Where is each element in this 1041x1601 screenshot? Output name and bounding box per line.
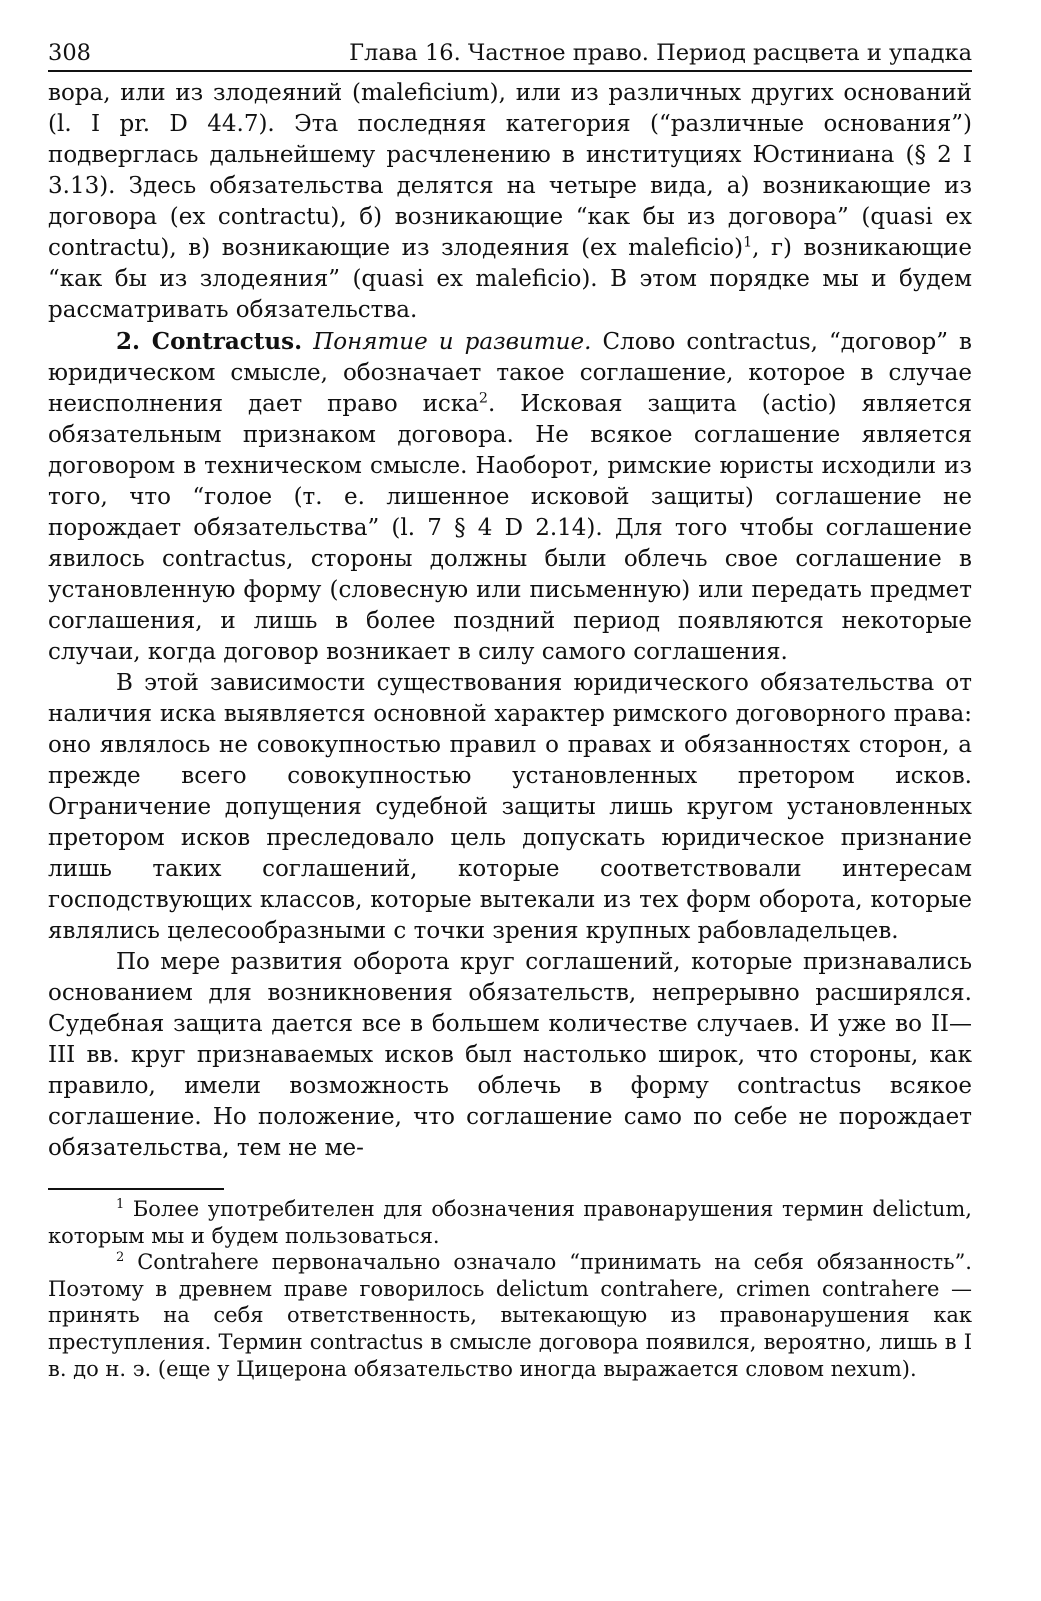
footnote-1-marker: 1 [116,1197,125,1212]
footnote-divider [48,1188,224,1190]
paragraph-3: В этой зависимости существования юридического обязательства от наличия иска выявляется основной характер римского договорного права: оно являлось не совокупностью правил о правах и обязанностях сторон, а прежде всего совокупностью установленных претором исков. Ограничение допущения судебной защиты лишь кругом установленных претором исков преследовало цель допускать юридическое признание лишь таких соглашений, которые соответствовали интересам господствующих классов, которые вытекали из тех форм оборота, которые являлись целесообразными с точки зрения крупных рабовладельцев. [48,670,972,944]
paragraph-4: По мере развития оборота круг соглашений, которые признавались основанием для возникновения обязательств, непрерывно расширялся. Судебная защита дается все в большем количестве случаев. И уже во II—III вв. круг признаваемых исков был настолько широк, что стороны, как правило, имели возможность облечь в форму contractus всякое соглашение. Но положение, что соглашение само по себе не порождает обязательства, тем не ме- [48,949,972,1161]
paragraph-2-tail: . Исковая защита (actio) является обязательным признаком договора. Не всякое соглашение является договором в техническом смысле. Наоборот, римские юристы исходили из того, что “голое (т. е. лишенное исковой защиты) соглашение не порождает обязательства” (l. 7 § 4 D 2.14). Для того чтобы соглашение явилось contractus, стороны должны были облечь свое соглашение в установленную форму (словесную или письменную) или передать предмет соглашения, и лишь в более поздний период появляются некоторые случаи, когда договор возникает в силу самого соглашения. [48,391,972,665]
paragraph-2-text: Слово contractus, “договор” в юридическом смысле, обозначает такое соглашение, которое в случае неисполнения дает право иска [48,329,972,417]
paragraph-1-tail: , г) возникающие “как бы из злодеяния” (quasi ex maleficio). В этом порядке мы и будем рассматривать обязательства. [48,235,972,323]
running-title: Глава 16. Частное право. Период расцвета и упадка [349,40,972,66]
book-page [48,30,972,1382]
footnote-2-marker: 2 [116,1250,125,1266]
page-header [48,30,972,72]
paragraph-1-text: вора, или из злодеяний (maleficium), или из различных других оснований (l. I pr. D 44.7). Эта последняя категория (“различные основания”) подверглась дальнейшему расчленению в институциях Юстиниана (§ 2 I 3.13). Здесь обязательства делятся на четыре вида, а) возникающие из договора (ex contractu), б) возникающие “как бы из договора” (quasi ex contractu), в) возникающие из злодеяния (ex maleficio) [48,80,972,261]
section-heading: 2. Contractus. [116,328,303,355]
footnote-ref-1: 1 [743,234,753,251]
footnote-ref-2: 2 [478,390,488,407]
footnote-2 [48,1249,972,1382]
page-number: 308 [48,40,91,66]
footnote-2-text: Contrahere первоначально означало “принимать на себя обязанность”. Поэтому в древнем праве говорилось delictum contrahere, crimen contrahere — принять на себя ответственность, вытекающую из правонарушения как преступления. Термин contractus в смысле договора появился, вероятно, лишь в I в. до н. э. (еще у Цицерона обязательство иногда выражается словом nexum). [48,1250,972,1381]
section-subheading: Понятие и развитие. [313,329,592,355]
paragraph-1 [48,78,972,326]
footnote-1 [48,1196,972,1249]
paragraph-2 [48,326,972,668]
footnote-1-text: Более употребителен для обозначения правонарушения термин delictum, которым мы и будем пользоваться. [48,1197,972,1248]
footnotes [48,1196,972,1382]
main-text [48,78,972,1164]
